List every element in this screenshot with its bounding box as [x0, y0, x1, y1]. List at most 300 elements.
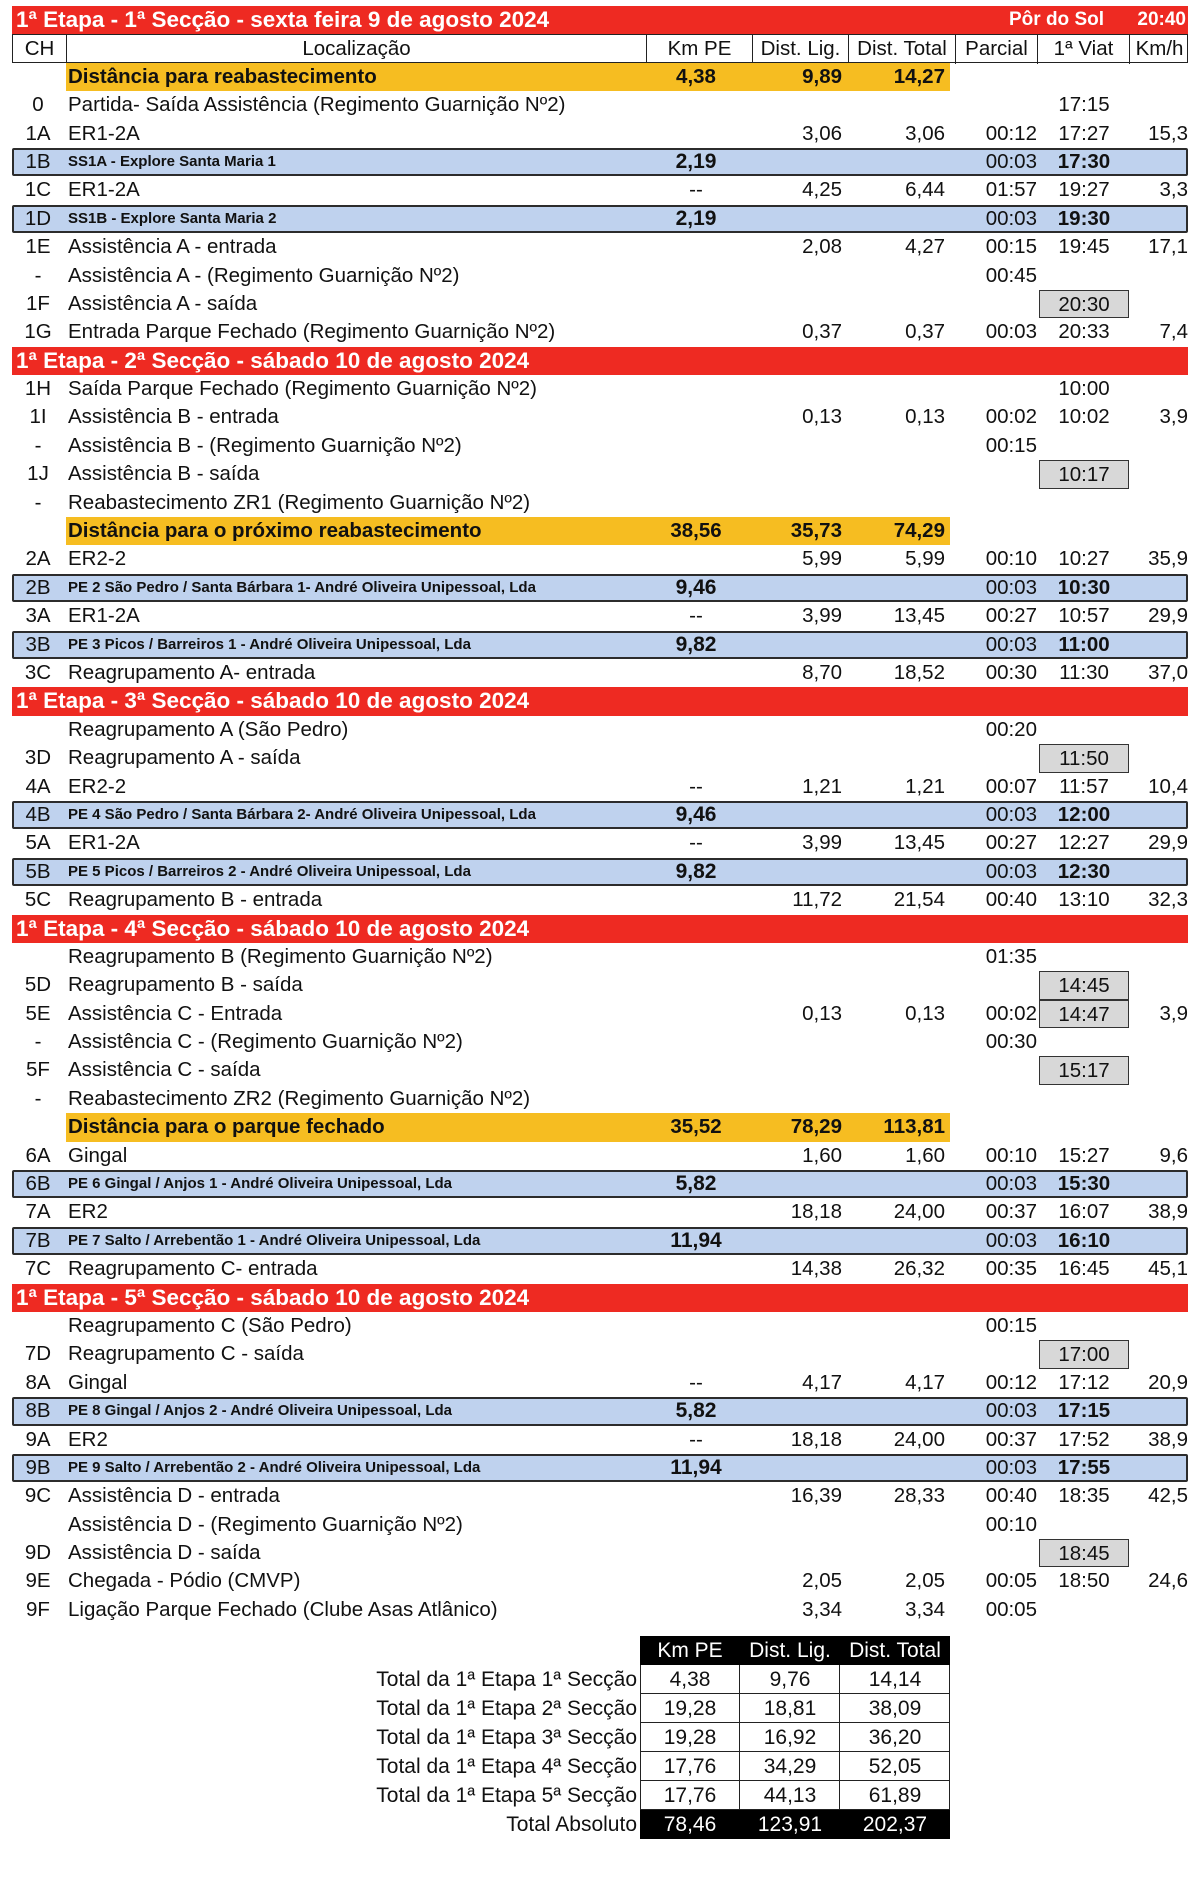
totals-tot: 61,89 — [868, 1784, 922, 1808]
location: Distância para o parque fechado — [68, 1115, 385, 1139]
control-code: 1A — [25, 121, 51, 145]
first-car-time: 11:57 — [1059, 774, 1109, 798]
location: ER1-2A — [68, 604, 140, 628]
first-car-time: 12:27 — [1058, 831, 1110, 855]
location: Reagrupamento B - entrada — [68, 888, 323, 912]
avg-speed: 38,9 — [1148, 1427, 1188, 1451]
location: Gingal — [68, 1370, 128, 1394]
table-row — [12, 318, 1188, 346]
dist-lig: 4,17 — [802, 1370, 842, 1394]
dist-lig: 0,13 — [802, 405, 842, 429]
fuel-distance-row — [12, 1113, 1188, 1141]
location: PE 7 Salto / Arrebentão 1 - André Oliveira Unipessoal, Lda — [68, 1231, 481, 1249]
dist-lig: 2,08 — [802, 235, 842, 259]
table-row — [12, 1511, 1188, 1539]
table-row — [12, 1312, 1188, 1340]
avg-speed: 38,9 — [1148, 1200, 1188, 1224]
special-stage-row — [12, 1454, 1188, 1482]
table-row — [12, 829, 1188, 857]
avg-speed: 37,0 — [1148, 660, 1188, 684]
control-code: 1G — [24, 320, 52, 344]
parcial: 00:27 — [985, 831, 1037, 855]
table-row — [12, 1056, 1188, 1084]
location: SS1B - Explore Santa Maria 2 — [68, 209, 277, 227]
control-code: 1J — [27, 462, 49, 486]
dist-lig: 0,13 — [802, 1001, 842, 1025]
avg-speed: 24,6 — [1148, 1569, 1188, 1593]
dist-lig: 3,99 — [802, 604, 842, 628]
col-header-ch: CH — [13, 35, 67, 63]
km-pe: 11,94 — [670, 1455, 722, 1479]
totals-km: 19,28 — [663, 1697, 717, 1721]
avg-speed: 7,4 — [1159, 320, 1188, 344]
location: Assistência C - saída — [68, 1058, 261, 1082]
dist-total: 0,13 — [905, 1001, 945, 1025]
parcial: 00:30 — [985, 1030, 1037, 1054]
totals-absolute-km: 78,46 — [663, 1813, 717, 1837]
special-stage-row — [12, 631, 1188, 659]
dist-total: 1,21 — [905, 774, 945, 798]
totals-lig: 44,13 — [763, 1784, 817, 1808]
special-stage-row — [12, 801, 1188, 829]
location: ER1-2A — [68, 121, 140, 145]
parcial: 00:37 — [985, 1200, 1037, 1224]
avg-speed: 3,9 — [1159, 1001, 1188, 1025]
control-code: 5A — [25, 831, 51, 855]
location: PE 8 Gingal / Anjos 2 - André Oliveira Unipessoal, Lda — [68, 1402, 452, 1420]
table-row — [12, 1028, 1188, 1056]
dist-lig: 9,89 — [802, 64, 842, 88]
dist-lig: 3,99 — [802, 831, 842, 855]
parcial: 00:05 — [985, 1597, 1037, 1621]
km-pe: -- — [689, 831, 703, 855]
table-row — [12, 460, 1188, 488]
parcial: 00:15 — [985, 1313, 1037, 1337]
table-row — [12, 290, 1188, 318]
control-code: 1H — [24, 377, 52, 401]
special-stage-row — [12, 858, 1188, 886]
parcial: 00:03 — [985, 1228, 1037, 1252]
first-car-time: 10:27 — [1058, 547, 1110, 571]
table-row — [12, 1142, 1188, 1170]
table-row — [12, 120, 1188, 148]
table-row — [12, 233, 1188, 261]
dist-total: 4,27 — [905, 235, 945, 259]
avg-speed: 9,6 — [1159, 1143, 1188, 1167]
first-car-time: 17:15 — [1058, 93, 1110, 117]
table-row — [12, 886, 1188, 914]
first-car-time: 13:10 — [1058, 888, 1110, 912]
control-code: - — [34, 1086, 42, 1110]
table-row — [12, 943, 1188, 971]
parcial: 00:03 — [985, 1172, 1037, 1196]
control-code: 1B — [25, 149, 51, 173]
table-row — [12, 1198, 1188, 1226]
control-code: 3A — [25, 604, 51, 628]
section-header — [12, 347, 1188, 375]
control-code: 1I — [29, 405, 47, 429]
special-stage-row — [12, 148, 1188, 176]
dist-total: 21,54 — [893, 888, 945, 912]
totals-row — [12, 1665, 1188, 1694]
parcial: 00:30 — [985, 660, 1037, 684]
table-row — [12, 545, 1188, 573]
dist-total: 74,29 — [893, 519, 945, 543]
control-code: 5F — [26, 1058, 50, 1082]
dist-lig: 35,73 — [790, 519, 842, 543]
location: PE 6 Gingal / Anjos 1 - André Oliveira Unipessoal, Lda — [68, 1175, 452, 1193]
col-header-location: Localização — [67, 35, 647, 63]
table-row — [12, 1539, 1188, 1567]
first-car-time: 17:55 — [1057, 1455, 1111, 1479]
totals-tot: 52,05 — [868, 1755, 922, 1779]
location: Entrada Parque Fechado (Regimento Guarnição Nº2) — [68, 320, 556, 344]
location: Distância para reabastecimento — [68, 64, 377, 88]
section-title: 1ª Etapa - 2ª Secção - sábado 10 de agosto 2024 — [16, 347, 530, 373]
location: Assistência A - saída — [68, 291, 258, 315]
col-header-km-pe: Km PE — [647, 35, 753, 63]
parcial: 00:03 — [985, 206, 1037, 230]
control-code — [12, 1312, 64, 1340]
time-control-target: 10:17 — [1039, 460, 1129, 488]
km-pe: 9,46 — [675, 575, 717, 599]
location: Reagrupamento A (São Pedro) — [68, 717, 349, 741]
time-control-target: 14:47 — [1039, 1000, 1129, 1028]
dist-lig: 18,18 — [790, 1427, 842, 1451]
parcial: 00:40 — [985, 888, 1037, 912]
km-pe: 9,82 — [675, 859, 717, 883]
control-code: 5D — [24, 973, 52, 997]
location: Partida- Saída Assistência (Regimento Guarnição Nº2) — [68, 93, 566, 117]
table-row — [12, 1369, 1188, 1397]
avg-speed: 32,3 — [1148, 888, 1188, 912]
location: Reagrupamento B - saída — [68, 973, 303, 997]
parcial: 00:02 — [985, 1001, 1037, 1025]
km-pe: 11,94 — [670, 1228, 722, 1252]
table-row — [12, 1085, 1188, 1113]
avg-speed: 15,3 — [1148, 121, 1188, 145]
location: Reabastecimento ZR1 (Regimento Guarnição Nº2) — [68, 490, 531, 514]
km-pe: -- — [689, 1370, 703, 1394]
table-row — [12, 744, 1188, 772]
km-pe: 9,46 — [675, 802, 717, 826]
section-header — [12, 1284, 1188, 1312]
section-title: 1ª Etapa - 5ª Secção - sábado 10 de agosto 2024 — [16, 1284, 530, 1310]
first-car-time: 19:45 — [1058, 235, 1110, 259]
dist-lig: 5,99 — [802, 547, 842, 571]
parcial: 00:03 — [985, 1455, 1037, 1479]
parcial: 00:03 — [985, 149, 1037, 173]
dist-total: 1,60 — [905, 1143, 945, 1167]
table-row — [12, 1340, 1188, 1368]
dist-total: 0,37 — [905, 320, 945, 344]
control-code: 8B — [25, 1399, 51, 1423]
control-code: 1E — [25, 235, 51, 259]
dist-total: 14,27 — [893, 64, 945, 88]
location: Chegada - Pódio (CMVP) — [68, 1569, 301, 1593]
control-code: 1C — [24, 178, 52, 202]
table-row — [12, 1596, 1188, 1624]
location: Reabastecimento ZR2 (Regimento Guarnição Nº2) — [68, 1086, 531, 1110]
control-code: 4A — [25, 774, 51, 798]
parcial: 00:03 — [985, 320, 1037, 344]
control-code: 8A — [25, 1370, 51, 1394]
location: Reagrupamento C- entrada — [68, 1257, 318, 1281]
dist-total: 13,45 — [893, 604, 945, 628]
totals-lig: 18,81 — [763, 1697, 817, 1721]
location: Assistência B - entrada — [68, 405, 279, 429]
totals-label: Total da 1ª Etapa 2ª Secção — [376, 1697, 637, 1721]
km-pe: -- — [689, 1427, 703, 1451]
time-control-target: 18:45 — [1039, 1539, 1129, 1567]
col-header-dist-total: Dist. Total — [849, 35, 956, 63]
table-row — [12, 602, 1188, 630]
location: ER2-2 — [68, 547, 127, 571]
control-code: 3C — [24, 660, 52, 684]
first-car-time: 12:30 — [1057, 859, 1111, 883]
location: Distância para o próximo reabastecimento — [68, 519, 482, 543]
location: PE 9 Salto / Arrebentão 2 - André Oliveira Unipessoal, Lda — [68, 1458, 481, 1476]
totals-absolute-label: Total Absoluto — [506, 1813, 637, 1837]
dist-total: 5,99 — [905, 547, 945, 571]
dist-total: 28,33 — [893, 1484, 945, 1508]
table-row — [12, 432, 1188, 460]
fuel-distance-row — [12, 63, 1188, 91]
dist-lig: 3,06 — [802, 121, 842, 145]
location: Assistência D - saída — [68, 1541, 261, 1565]
section-title: 1ª Etapa - 1ª Secção - sexta feira 9 de agosto 2024 — [16, 7, 550, 32]
km-pe: 5,82 — [675, 1172, 717, 1196]
special-stage-row — [12, 1397, 1188, 1425]
dist-lig: 0,37 — [802, 320, 842, 344]
totals-lig: 34,29 — [763, 1755, 817, 1779]
parcial: 00:03 — [985, 1399, 1037, 1423]
totals-row — [12, 1781, 1188, 1810]
totals-lig: 9,76 — [769, 1668, 811, 1692]
totals-km: 17,76 — [663, 1784, 717, 1808]
location: Assistência B - saída — [68, 462, 260, 486]
km-pe: -- — [689, 178, 703, 202]
control-code: - — [34, 1030, 42, 1054]
location: ER2-2 — [68, 774, 127, 798]
location: Reagrupamento A - saída — [68, 746, 301, 770]
parcial: 00:02 — [985, 405, 1037, 429]
km-pe: 2,19 — [675, 149, 717, 173]
dist-total: 24,00 — [893, 1427, 945, 1451]
dist-total: 3,06 — [905, 121, 945, 145]
control-code: - — [34, 263, 42, 287]
control-code: 7A — [25, 1200, 51, 1224]
dist-lig: 14,38 — [790, 1257, 842, 1281]
parcial: 00:10 — [985, 547, 1037, 571]
first-car-time: 16:45 — [1058, 1257, 1110, 1281]
control-code: 9E — [25, 1569, 51, 1593]
first-car-time: 10:00 — [1058, 377, 1110, 401]
first-car-time: 10:02 — [1058, 405, 1110, 429]
parcial: 00:10 — [985, 1143, 1037, 1167]
first-car-time: 18:35 — [1058, 1484, 1110, 1508]
fuel-distance-row — [12, 517, 1188, 545]
avg-speed: 35,9 — [1148, 547, 1188, 571]
col-header-first-viat: 1ª Viat — [1038, 35, 1130, 63]
dist-lig: 2,05 — [802, 1569, 842, 1593]
dist-total: 6,44 — [905, 178, 945, 202]
control-code: - — [34, 433, 42, 457]
dist-lig: 18,18 — [790, 1200, 842, 1224]
km-pe: -- — [689, 774, 703, 798]
table-row — [12, 716, 1188, 744]
totals-km: 17,76 — [663, 1755, 717, 1779]
dist-total: 0,13 — [905, 405, 945, 429]
table-row — [12, 1000, 1188, 1028]
dist-total: 2,05 — [905, 1569, 945, 1593]
km-pe: 9,82 — [675, 632, 717, 656]
km-pe: -- — [689, 604, 703, 628]
control-code: 5B — [25, 859, 51, 883]
location: Assistência A - entrada — [68, 235, 277, 259]
totals-row — [12, 1694, 1188, 1723]
control-code: 9D — [24, 1541, 52, 1565]
totals-tot: 14,14 — [868, 1668, 922, 1692]
section-title: 1ª Etapa - 4ª Secção - sábado 10 de agosto 2024 — [16, 915, 530, 941]
totals-head-lig: Dist. Lig. — [749, 1639, 831, 1663]
first-car-time: 17:30 — [1057, 149, 1111, 173]
first-car-time: 15:27 — [1058, 1143, 1110, 1167]
time-control-target: 15:17 — [1039, 1056, 1129, 1084]
control-code: 4B — [25, 802, 51, 826]
table-row — [12, 375, 1188, 403]
avg-speed: 29,9 — [1148, 831, 1188, 855]
first-car-time: 16:07 — [1058, 1200, 1110, 1224]
totals-head-tot: Dist. Total — [849, 1639, 941, 1663]
totals-absolute-row — [12, 1810, 1188, 1839]
dist-lig: 78,29 — [790, 1115, 842, 1139]
control-code: 1D — [24, 206, 52, 230]
control-code: 1F — [26, 291, 50, 315]
parcial: 00:15 — [985, 235, 1037, 259]
location: Assistência D - entrada — [68, 1484, 280, 1508]
parcial: 00:03 — [985, 859, 1037, 883]
first-car-time: 10:30 — [1057, 575, 1111, 599]
location: SS1A - Explore Santa Maria 1 — [68, 152, 276, 170]
location: Saída Parque Fechado (Regimento Guarnição Nº2) — [68, 377, 537, 401]
special-stage-row — [12, 1227, 1188, 1255]
section-header — [12, 6, 1188, 34]
location: Gingal — [68, 1143, 128, 1167]
parcial: 00:12 — [985, 121, 1037, 145]
avg-speed: 45,1 — [1148, 1257, 1188, 1281]
control-code: 6A — [25, 1143, 51, 1167]
control-code: 9B — [25, 1455, 51, 1479]
table-row — [12, 403, 1188, 431]
section-header — [12, 915, 1188, 943]
location: ER2 — [68, 1200, 108, 1224]
control-code: 0 — [32, 93, 44, 117]
table-row — [12, 971, 1188, 999]
location: PE 4 São Pedro / Santa Bárbara 2- André Oliveira Unipessoal, Lda — [68, 805, 536, 823]
location: Reagrupamento C (São Pedro) — [68, 1313, 352, 1337]
dist-total: 24,00 — [893, 1200, 945, 1224]
special-stage-row — [12, 574, 1188, 602]
table-row — [12, 1255, 1188, 1283]
location: ER1-2A — [68, 831, 140, 855]
control-code: 6B — [25, 1172, 51, 1196]
avg-speed: 20,9 — [1148, 1370, 1188, 1394]
parcial: 00:20 — [985, 717, 1037, 741]
parcial: 00:15 — [985, 433, 1037, 457]
location: Reagrupamento C - saída — [68, 1342, 304, 1366]
control-code: 9F — [26, 1597, 50, 1621]
totals-label: Total da 1ª Etapa 1ª Secção — [376, 1668, 637, 1692]
location: Assistência B - (Regimento Guarnição Nº2) — [68, 433, 462, 457]
first-car-time: 19:27 — [1058, 178, 1110, 202]
location: Assistência C - Entrada — [68, 1001, 283, 1025]
dist-lig: 8,70 — [802, 660, 842, 684]
km-pe: 5,82 — [675, 1399, 717, 1423]
first-car-time: 17:12 — [1058, 1370, 1110, 1394]
table-row — [12, 1567, 1188, 1595]
column-header-row — [12, 34, 1188, 62]
totals-tot: 36,20 — [868, 1726, 922, 1750]
dist-lig: 3,34 — [802, 1597, 842, 1621]
location: Assistência A - (Regimento Guarnição Nº2) — [68, 263, 460, 287]
location: Reagrupamento A- entrada — [68, 660, 316, 684]
special-stage-row — [12, 205, 1188, 233]
first-car-time: 17:15 — [1057, 1399, 1111, 1423]
control-code: 3B — [25, 632, 51, 656]
location: Assistência C - (Regimento Guarnição Nº2) — [68, 1030, 463, 1054]
dist-total: 4,17 — [905, 1370, 945, 1394]
time-control-target: 11:50 — [1039, 744, 1129, 772]
control-code: 7B — [25, 1228, 51, 1252]
roadbook-table — [12, 6, 1188, 1624]
col-header-kmh: Km/h — [1135, 37, 1184, 61]
sunset-label: Pôr do Sol — [1009, 9, 1104, 30]
totals-km: 4,38 — [669, 1668, 711, 1692]
first-car-time: 19:30 — [1057, 206, 1111, 230]
dist-total: 26,32 — [893, 1257, 945, 1281]
location: PE 2 São Pedro / Santa Bárbara 1- André Oliveira Unipessoal, Lda — [68, 578, 536, 596]
dist-lig: 11,72 — [792, 888, 842, 912]
totals-table — [12, 1636, 1188, 1839]
avg-speed: 17,1 — [1148, 235, 1188, 259]
table-row — [12, 262, 1188, 290]
time-control-target: 20:30 — [1039, 290, 1129, 318]
totals-row — [12, 1723, 1188, 1752]
parcial: 00:10 — [985, 1512, 1037, 1536]
dist-total: 18,52 — [893, 660, 945, 684]
parcial: 01:35 — [985, 944, 1037, 968]
first-car-time: 20:33 — [1058, 320, 1110, 344]
km-pe: 35,52 — [670, 1115, 722, 1139]
first-car-time: 17:52 — [1058, 1427, 1110, 1451]
avg-speed: 29,9 — [1148, 604, 1188, 628]
avg-speed: 10,4 — [1148, 774, 1188, 798]
section-title: 1ª Etapa - 3ª Secção - sábado 10 de agosto 2024 — [16, 688, 530, 714]
location: ER2 — [68, 1427, 108, 1451]
totals-absolute-lig: 123,91 — [757, 1813, 823, 1837]
totals-label: Total da 1ª Etapa 5ª Secção — [376, 1784, 637, 1808]
first-car-time: 15:30 — [1057, 1172, 1111, 1196]
first-car-time: 10:57 — [1058, 604, 1110, 628]
avg-speed: 3,3 — [1159, 178, 1188, 202]
table-row — [12, 176, 1188, 204]
control-code: 2A — [25, 547, 51, 571]
time-control-target: 17:00 — [1039, 1340, 1129, 1368]
col-header-parcial: Parcial — [956, 35, 1038, 63]
parcial: 00:35 — [985, 1257, 1037, 1281]
dist-lig: 16,39 — [790, 1484, 842, 1508]
